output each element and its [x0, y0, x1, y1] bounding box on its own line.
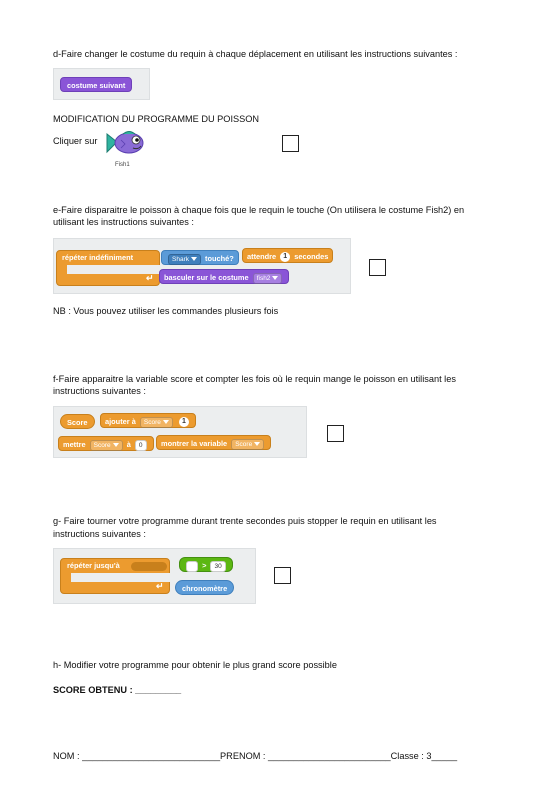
dropdown-arrow-icon	[191, 257, 197, 261]
greater-than-operator: >	[202, 561, 207, 570]
set-variable-label: mettre	[63, 440, 86, 449]
loop-arrow-icon: ↵	[146, 273, 154, 283]
change-variable-name[interactable]: Score	[143, 418, 161, 426]
set-variable-block[interactable]	[58, 436, 154, 451]
section-g-block-panel	[53, 548, 256, 604]
next-costume-block[interactable]: costume suivant	[60, 77, 132, 92]
change-variable-block[interactable]	[100, 413, 196, 428]
score-reporter-block[interactable]: Score	[60, 414, 95, 429]
click-on-label: Cliquer sur	[53, 136, 98, 146]
checkbox-f[interactable]	[327, 425, 344, 442]
nb-note: NB : Vous pouvez utiliser les commandes plusieurs fois	[53, 306, 279, 316]
section-f-block-panel	[53, 406, 307, 458]
fish-sprite-name: Fish1	[115, 162, 130, 168]
wait-block[interactable]	[242, 248, 333, 263]
student-info-line: NOM : ___________________________PRENOM : ________________________Classe : 3_____	[53, 751, 458, 761]
forever-loop-block[interactable]	[56, 250, 160, 286]
fish-modification-heading: MODIFICATION DU PROGRAMME DU POISSON	[53, 114, 260, 124]
show-variable-name[interactable]: Score	[235, 440, 253, 448]
costume-value[interactable]: fish2	[256, 274, 271, 282]
dropdown-arrow-icon	[113, 443, 119, 447]
set-variable-name[interactable]: Score	[93, 441, 111, 449]
timer-block[interactable]: chronomètre	[175, 580, 234, 595]
fish-icon	[103, 126, 147, 160]
repeat-until-block[interactable]	[60, 558, 170, 594]
wait-unit: secondes	[294, 252, 329, 261]
greater-than-block[interactable]	[179, 557, 233, 572]
show-variable-label: montrer la variable	[161, 439, 228, 448]
section-f-instruction-line2: instructions suivantes :	[53, 386, 146, 396]
section-d-block-panel	[53, 68, 150, 100]
section-g-instruction-line2: instructions suivantes :	[53, 529, 146, 539]
dropdown-arrow-icon	[272, 276, 278, 280]
repeat-until-label: répéter jusqu'à	[67, 561, 120, 570]
touching-label: touché?	[205, 254, 234, 263]
section-e-instruction-line1: e-Faire disparaitre le poisson à chaque fois que le requin le touche (On utilisera le costume Fish2) en	[53, 205, 465, 215]
change-variable-value[interactable]: 1	[179, 417, 189, 427]
checkbox-g[interactable]	[274, 567, 291, 584]
switch-costume-label: basculer sur le costume	[164, 273, 249, 282]
touching-target[interactable]: Shark	[172, 255, 189, 263]
checkbox-e[interactable]	[369, 259, 386, 276]
wait-value[interactable]: 1	[280, 252, 290, 262]
show-variable-block[interactable]	[156, 435, 271, 450]
set-variable-to: à	[126, 440, 131, 449]
fish-sprite-thumbnail[interactable]	[103, 126, 147, 168]
section-d-instruction: d-Faire changer le costume du requin à chaque déplacement en utilisant les instructions suivantes :	[53, 49, 458, 59]
wait-label: attendre	[247, 252, 277, 261]
section-e-block-panel	[53, 238, 351, 294]
section-h-instruction: h- Modifier votre programme pour obtenir le plus grand score possible	[53, 660, 337, 670]
section-f-instruction-line1: f-Faire apparaitre la variable score et compter les fois où le requin mange le poisson en utilisant les	[53, 374, 456, 384]
change-variable-label: ajouter à	[105, 417, 136, 426]
checkbox-fish[interactable]	[282, 135, 299, 152]
repeat-until-condition-slot[interactable]	[131, 562, 167, 571]
greater-than-left-slot[interactable]	[186, 561, 198, 572]
forever-loop-label: répéter indéfiniment	[62, 253, 134, 262]
set-variable-value[interactable]: 0	[135, 440, 147, 451]
section-e-instruction-line2: utilisant les instructions suivantes :	[53, 217, 194, 227]
switch-costume-block[interactable]	[159, 269, 289, 284]
touching-block[interactable]	[161, 250, 239, 265]
section-g-instruction-line1: g- Faire tourner votre programme durant trente secondes puis stopper le requin en utilisant les	[53, 516, 437, 526]
loop-arrow-icon: ↵	[156, 581, 164, 591]
score-obtained-field: SCORE OBTENU : _________	[53, 685, 182, 695]
dropdown-arrow-icon	[254, 442, 260, 446]
greater-than-value[interactable]: 30	[210, 561, 225, 572]
dropdown-arrow-icon	[163, 420, 169, 424]
